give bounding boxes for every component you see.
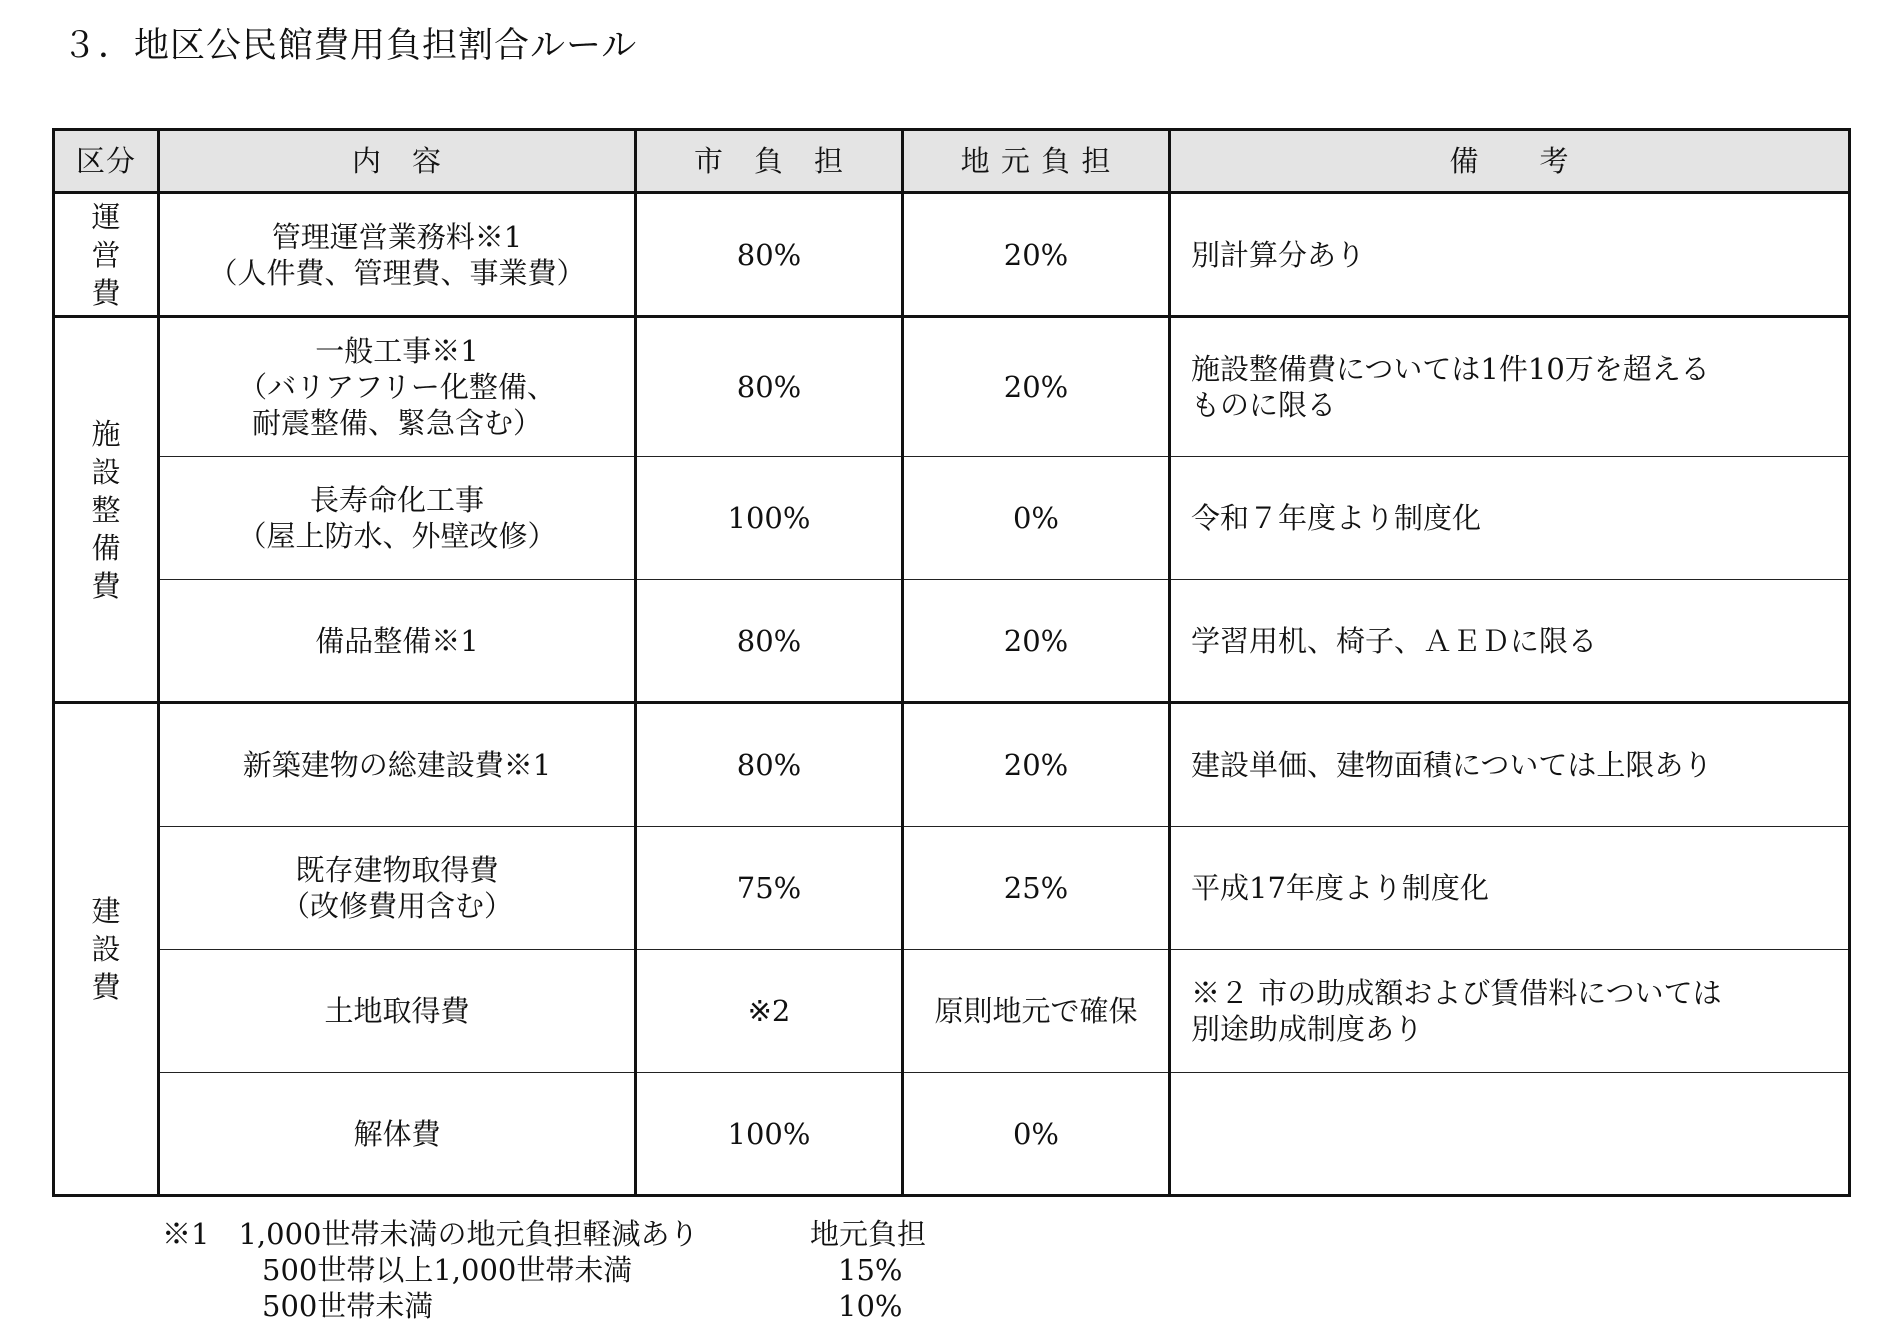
cell-local-share: 20% xyxy=(903,580,1170,703)
table-header-row xyxy=(54,130,1850,193)
cell-remarks: ※２ 市の助成額および賃借料については 別途助成制度あり xyxy=(1170,950,1850,1073)
table-row xyxy=(54,703,1850,827)
cell-local-share: 0% xyxy=(903,1073,1170,1196)
cell-local-share: 20% xyxy=(903,703,1170,827)
cell-content: 既存建物取得費 （改修費用含む） xyxy=(159,827,636,950)
cell-city-share: 80% xyxy=(636,317,903,457)
cell-content: 管理運営業務料※1 （人件費、管理費、事業費） xyxy=(159,193,636,317)
footnote-text: 500世帯未満 xyxy=(262,1289,434,1323)
table-row xyxy=(54,457,1850,580)
cell-remarks: 令和７年度より制度化 xyxy=(1170,457,1850,580)
cell-local-share: 0% xyxy=(903,457,1170,580)
table-row xyxy=(54,1073,1850,1196)
cell-local-share: 25% xyxy=(903,827,1170,950)
footnote-value: 地元負担 xyxy=(810,1217,927,1251)
cell-local-share: 原則地元で確保 xyxy=(903,950,1170,1073)
cell-content: 長寿命化工事 （屋上防水、外壁改修） xyxy=(159,457,636,580)
cell-content: 新築建物の総建設費※1 xyxy=(159,703,636,827)
header-local-share: 地 元 負 担 xyxy=(903,130,1170,193)
category-label: 施設整備費 xyxy=(91,416,121,603)
footnote-value: 15% xyxy=(838,1253,903,1287)
cell-remarks: 平成17年度より制度化 xyxy=(1170,827,1850,950)
footnote-text: ※1 1,000世帯未満の地元負担軽減あり xyxy=(162,1217,699,1251)
cell-remarks: 施設整備費については1件10万を超える ものに限る xyxy=(1170,317,1850,457)
header-remarks: 備 考 xyxy=(1170,130,1850,193)
page-title: ３．地区公民館費用負担割合ルール xyxy=(62,26,638,66)
table-row xyxy=(54,193,1850,317)
category-operating-cost xyxy=(54,193,159,317)
category-label: 建設費 xyxy=(91,894,121,1004)
cell-local-share: 20% xyxy=(903,193,1170,317)
header-category: 区分 xyxy=(54,130,159,193)
cell-content: 土地取得費 xyxy=(159,950,636,1073)
cell-content: 解体費 xyxy=(159,1073,636,1196)
cell-city-share: ※2 xyxy=(636,950,903,1073)
cell-remarks: 学習用机、椅子、ＡＥＤに限る xyxy=(1170,580,1850,703)
table-row xyxy=(54,827,1850,950)
cell-city-share: 80% xyxy=(636,703,903,827)
cell-content: 備品整備※1 xyxy=(159,580,636,703)
footnote-value: 10% xyxy=(838,1289,903,1323)
category-construction-cost xyxy=(54,703,159,1196)
cell-local-share: 20% xyxy=(903,317,1170,457)
category-label: 運営費 xyxy=(91,199,121,310)
cell-city-share: 100% xyxy=(636,457,903,580)
header-content: 内 容 xyxy=(159,130,636,193)
cell-remarks: 建設単価、建物面積については上限あり xyxy=(1170,703,1850,827)
cell-remarks: 別計算分あり xyxy=(1170,193,1850,317)
cell-city-share: 100% xyxy=(636,1073,903,1196)
cell-remarks xyxy=(1170,1073,1850,1196)
cell-city-share: 80% xyxy=(636,193,903,317)
table-row xyxy=(54,580,1850,703)
header-city-share: 市 負 担 xyxy=(636,130,903,193)
category-facility-cost xyxy=(54,317,159,703)
footnote-text: 500世帯以上1,000世帯未満 xyxy=(262,1253,633,1287)
table-row xyxy=(54,950,1850,1073)
cell-city-share: 80% xyxy=(636,580,903,703)
cell-city-share: 75% xyxy=(636,827,903,950)
table-row xyxy=(54,317,1850,457)
cost-share-table xyxy=(52,128,1851,1197)
cell-content: 一般工事※1 （バリアフリー化整備、 耐震整備、緊急含む） xyxy=(159,317,636,457)
